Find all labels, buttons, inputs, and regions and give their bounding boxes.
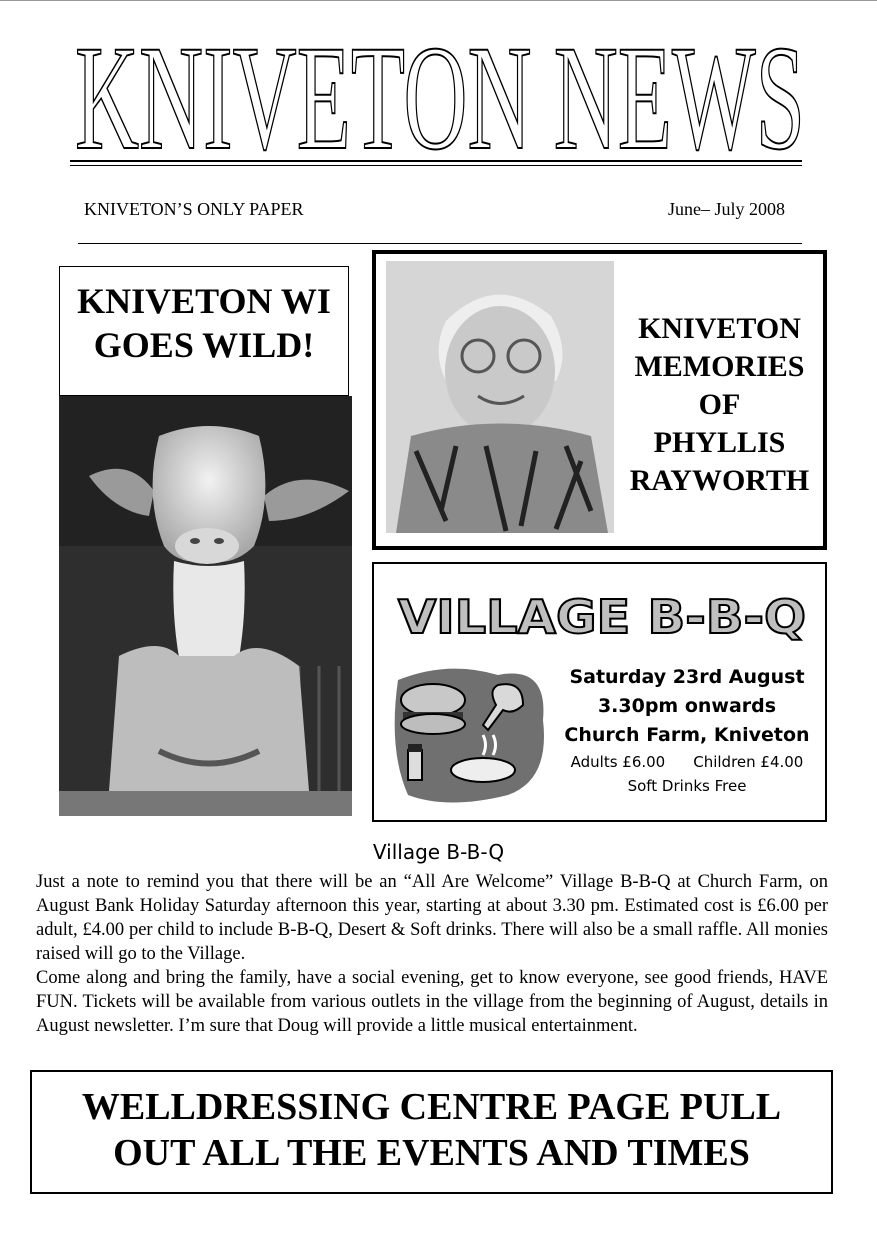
article-body: [36, 870, 828, 1038]
welldressing-line-1: WELLDRESSING CENTRE PAGE PULL: [81, 1086, 782, 1128]
bbq-food-clipart-icon: [388, 660, 550, 805]
memories-line-5: RAYWORTH: [629, 464, 810, 497]
bbq-time: 3.30pm onwards: [597, 695, 777, 717]
wi-headline-line2: GOES WILD!: [93, 325, 315, 365]
masthead: [40, 30, 840, 170]
memories-line-3: OF: [698, 388, 741, 421]
memories-headline: [612, 310, 827, 500]
masthead-rule-top: [70, 160, 802, 162]
bbq-details: [552, 663, 822, 750]
wi-headline-box: [59, 266, 349, 396]
bbq-drinks: Soft Drinks Free: [627, 777, 747, 795]
tagline: KNIVETON’S ONLY PAPER: [84, 199, 304, 219]
bbq-title-text: VILLAGE B-B-Q: [398, 590, 806, 644]
masthead-rule-bottom: [70, 165, 802, 166]
issue-date: June– July 2008: [668, 199, 785, 219]
welldressing-notice: [30, 1070, 833, 1194]
article-heading: Village B-B-Q: [372, 840, 505, 864]
masthead-title: KNIVETON NEWS: [75, 30, 805, 170]
wi-headline-line1: KNIVETON WI: [77, 281, 331, 321]
bbq-date: Saturday 23rd August: [569, 666, 805, 688]
bbq-venue: Church Farm, Kniveton: [564, 724, 810, 746]
memories-line-1: KNIVETON: [638, 312, 801, 345]
memories-line-2: MEMORIES: [634, 350, 805, 383]
welldressing-line-2: OUT ALL THE EVENTS AND TIMES: [113, 1132, 750, 1174]
top-border: [0, 0, 877, 1]
bbq-adult-price: Adults £6.00: [570, 753, 666, 771]
article-paragraph-1: Just a note to remind you that there will be an “All Are Welcome” Village B-B-Q at Church Farm, on August Bank Holiday Saturday afternoon this year, starting at about 3.30 pm. Estimated cost is £6.00 per adult, £4.00 per child to include B-B-Q, Desert & Soft drinks. There will also be a small raffle. All monies raised will go to the Village.: [36, 872, 828, 964]
bbq-prices: [552, 750, 822, 798]
bbq-child-price: Children £4.00: [693, 753, 804, 771]
portrait-photo-icon: [386, 261, 614, 533]
article-paragraph-2: Come along and bring the family, have a social evening, get to know everyone, see good friends, HAVE FUN. Tickets will be available from various outlets in the village from the beginning of August, details in August newsletter. I’m sure that Doug will provide a little musical entertainment.: [36, 968, 828, 1036]
goat-photo-icon: [59, 396, 352, 816]
memories-line-4: PHYLLIS: [653, 426, 786, 459]
bbq-advert-title: [392, 585, 812, 645]
header-rule: [78, 243, 802, 244]
